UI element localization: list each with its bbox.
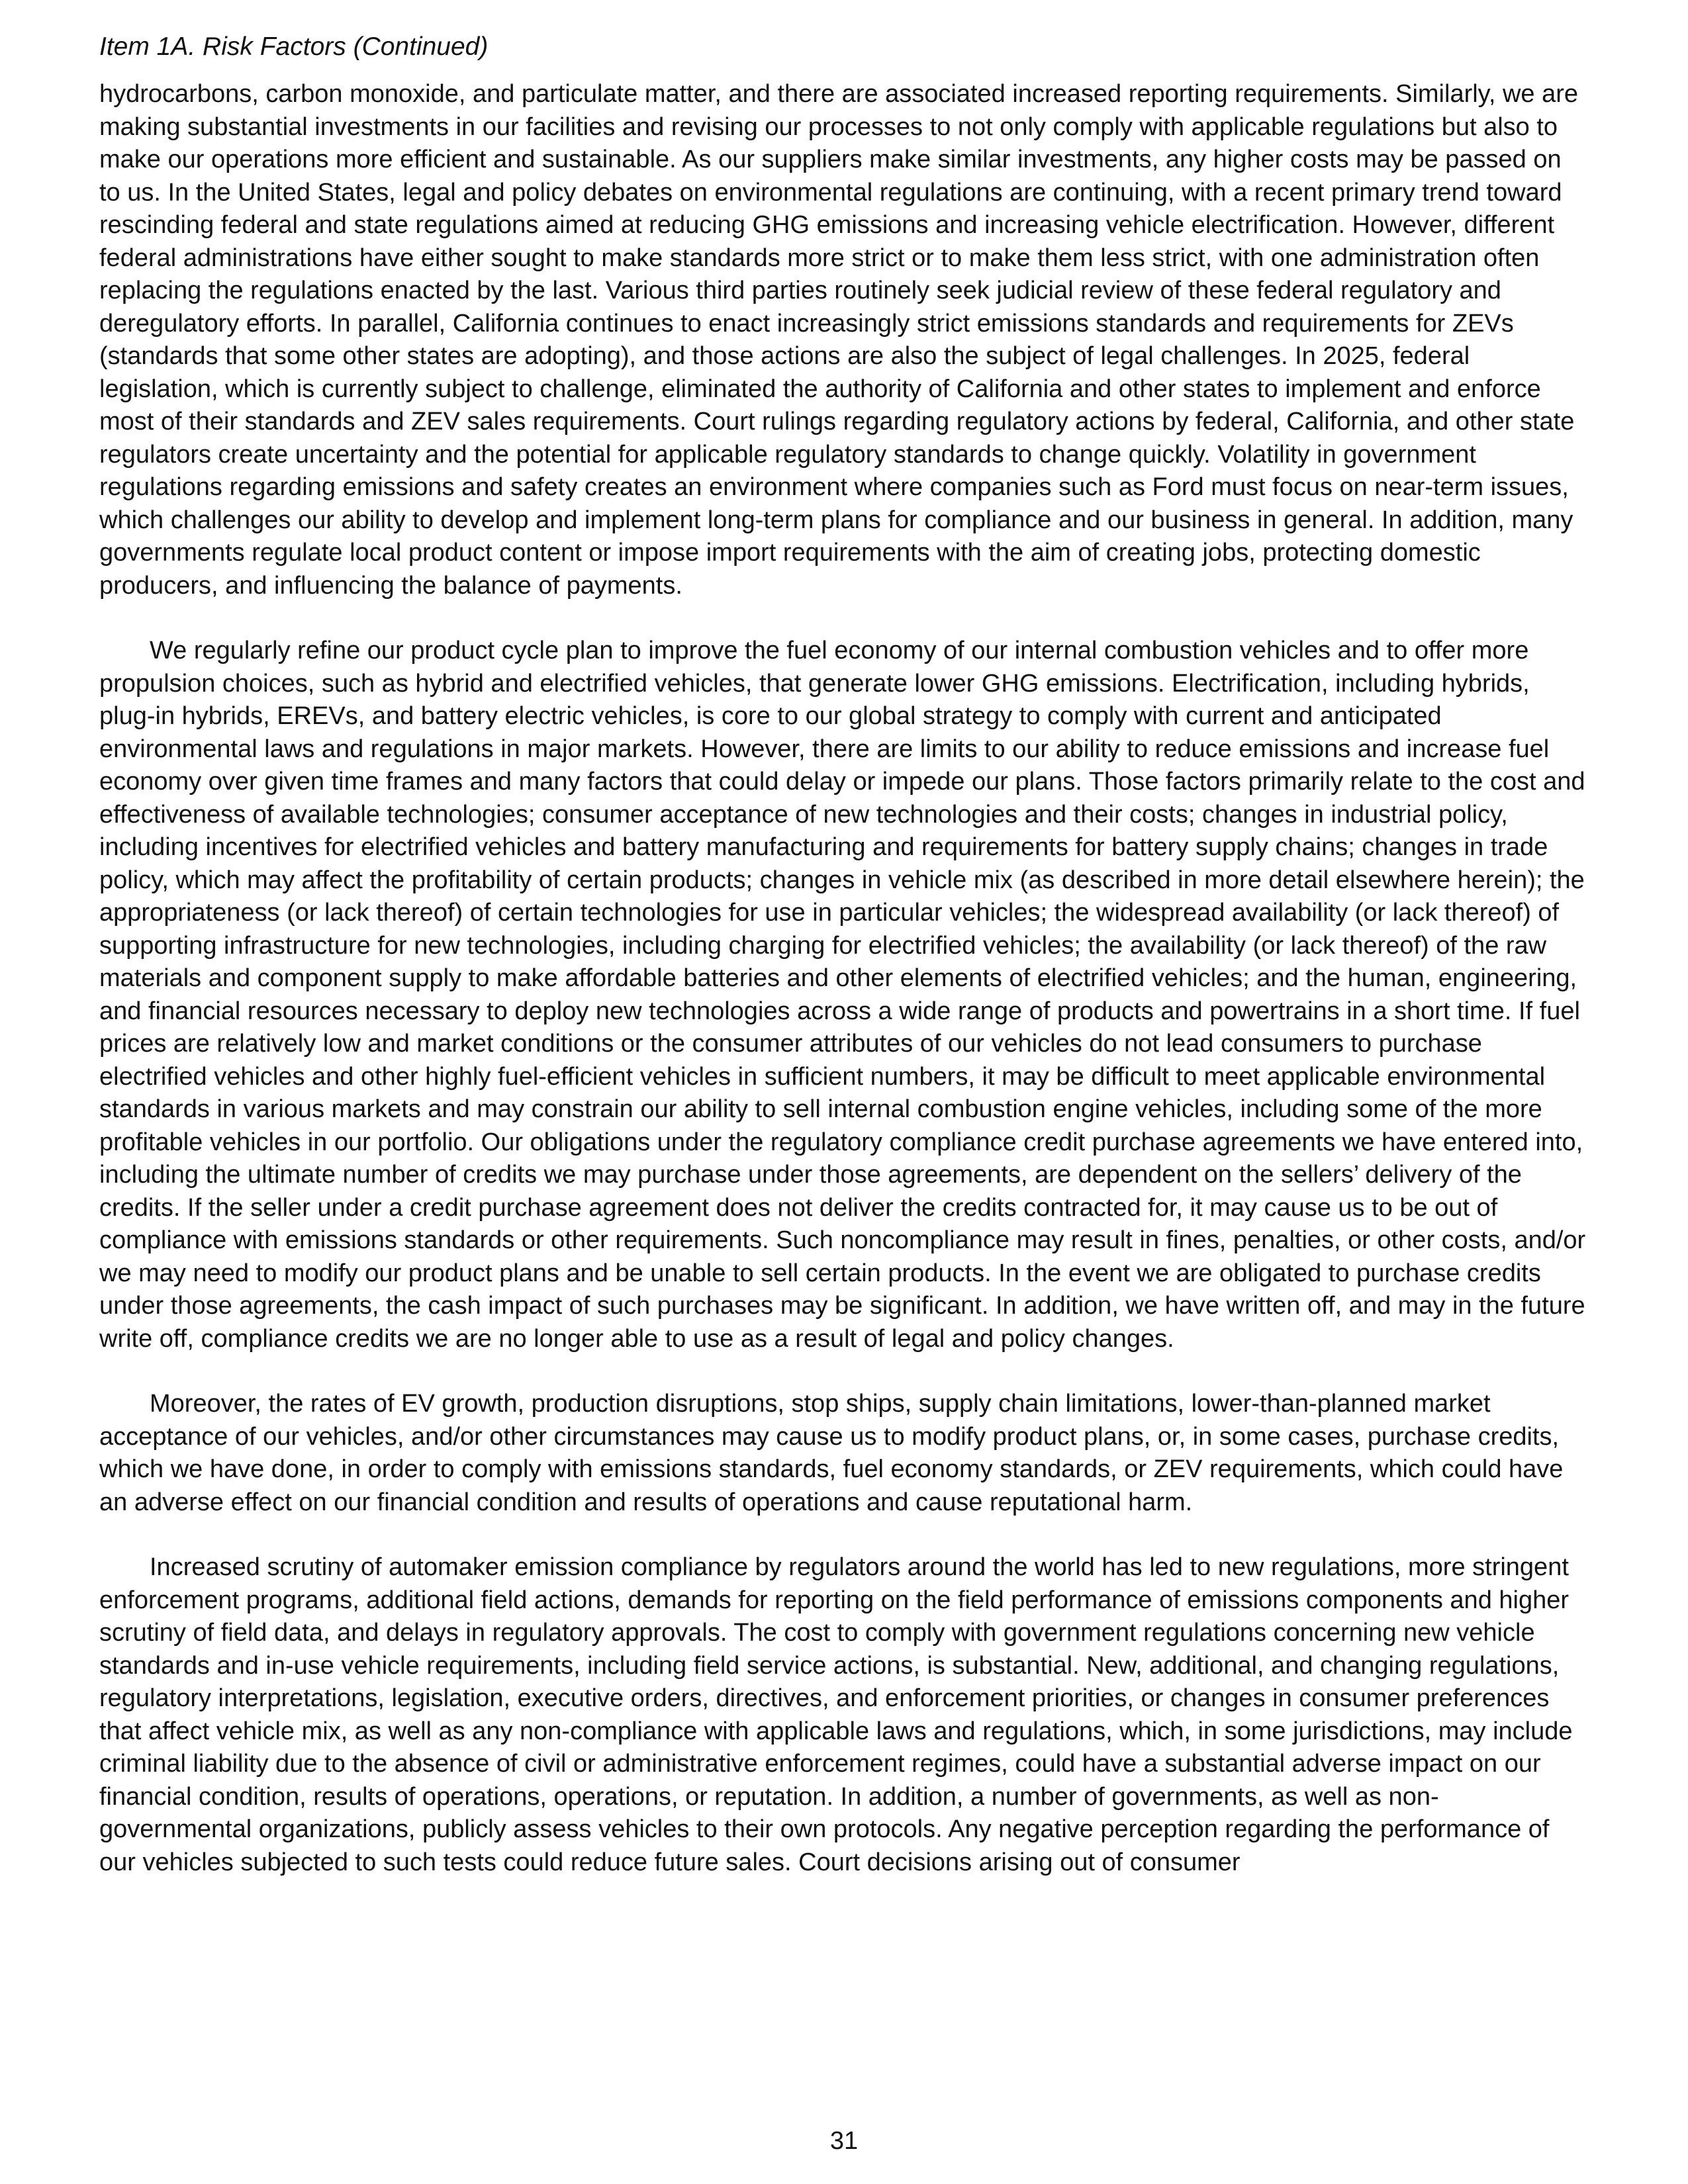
paragraph-emissions-regulations: hydrocarbons, carbon monoxide, and particulate matter, and there are associated increased reporting requirements. Similarly, we are making substantial investments in our facilities and revising our processes to not only comply with applicable regulations but also to make our operations more efficient and sustainable. As our suppliers make similar investments, any higher costs may be passed on to us. In the United States, legal and policy debates on environmental regulations are continuing, with a recent primary trend toward rescinding federal and state regulations aimed at reducing GHG emissions and increasing vehicle electrification. However, different federal administrations have either sought to make standards more strict or to make them less strict, with one administration often replacing the regulations enacted by the last. Various third parties routinely seek judicial review of these federal regulatory and deregulatory efforts. In parallel, California continues to enact increasingly strict emissions standards and requirements for ZEVs (standards that some other states are adopting), and those actions are also the subject of legal challenges. In 2025, federal legislation, which is currently subject to challenge, eliminated the authority of California and other states to implement and enforce most of their standards and ZEV sales requirements. Court rulings regarding regulatory actions by federal, California, and other state regulators create uncertainty and the potential for applicable regulatory standards to change quickly. Volatility in government regulations regarding emissions and safety creates an environment where companies such as Ford must focus on near-term issues, which challenges our ability to develop and implement long-term plans for compliance and our business in general. In addition, many governments regulate local product content or impose import requirements with the aim of creating jobs, protecting domestic producers, and influencing the balance of payments. (99, 80, 1579, 600)
paragraph-product-cycle-plan: We regularly refine our product cycle plan to improve the fuel economy of our internal combustion vehicles and to offer more propulsion choices, such as hybrid and electrified vehicles, that generate lower GHG emissions. Electrification, including hybrids, plug-in hybrids, EREVs, and battery electric vehicles, is core to our global strategy to comply with current and anticipated environmental laws and regulations in major markets. However, there are limits to our ability to reduce emissions and increase fuel economy over given time frames and many factors that could delay or impede our plans. Those factors primarily relate to the cost and effectiveness of available technologies; consumer acceptance of new technologies and their costs; changes in industrial policy, including incentives for electrified vehicles and battery manufacturing and requirements for battery supply chains; changes in trade policy, which may affect the profitability of certain products; changes in vehicle mix (as described in more detail elsewhere herein); the appropriateness (or lack thereof) of certain technologies for use in particular vehicles; the widespread availability (or lack thereof) of supporting infrastructure for new technologies, including charging for electrified vehicles; the availability (or lack thereof) of the raw materials and component supply to make affordable batteries and other elements of electrified vehicles; and the human, engineering, and financial resources necessary to deploy new technologies across a wide range of products and powertrains in a short time. If fuel prices are relatively low and market conditions or the consumer attributes of our vehicles do not lead consumers to purchase electrified vehicles and other highly fuel-efficient vehicles in sufficient numbers, it may be difficult to meet applicable environmental standards in various markets and may constrain our ability to sell internal combustion engine vehicles, including some of the more profitable vehicles in our portfolio. Our obligations under the regulatory compliance credit purchase agreements we have entered into, including the ultimate number of credits we may purchase under those agreements, are dependent on the sellers’ delivery of the credits. If the seller under a credit purchase agreement does not deliver the credits contracted for, it may cause us to be out of compliance with emissions standards or other requirements. Such noncompliance may result in fines, penalties, or other costs, and/or we may need to modify our product plans and be unable to sell certain products. In the event we are obligated to purchase credits under those agreements, the cash impact of such purchases may be significant. In addition, we have written off, and may in the future write off, compliance credits we are no longer able to use as a result of legal and policy changes. (99, 637, 1586, 1353)
paragraph-emission-compliance-scrutiny: Increased scrutiny of automaker emission compliance by regulators around the world has led to new regulations, more stringent enforcement programs, additional field actions, demands for reporting on the field performance of emissions components and higher scrutiny of field data, and delays in regulatory approvals. The cost to comply with government regulations concerning new vehicle standards and in-use vehicle requirements, including field service actions, is substantial. New, additional, and changing regulations, regulatory interpretations, legislation, executive orders, directives, and enforcement priorities, or changes in consumer preferences that affect vehicle mix, as well as any non-compliance with applicable laws and regulations, which, in some jurisdictions, may include criminal liability due to the absence of civil or administrative enforcement regimes, could have a substantial adverse impact on our financial condition, results of operations, operations, or reputation. In addition, a number of governments, as well as non-governmental organizations, publicly assess vehicles to their own protocols. Any negative perception regarding the performance of our vehicles subjected to such tests could reduce future sales. Court decisions arising out of consumer (99, 1553, 1573, 1876)
section-header: Item 1A. Risk Factors (Continued) (99, 32, 489, 61)
page-number: 31 (829, 2127, 859, 2155)
paragraph-ev-growth: Moreover, the rates of EV growth, production disruptions, stop ships, supply chain limitations, lower-than-planned market acceptance of our vehicles, and/or other circumstances may cause us to modify product plans, or, in some cases, purchase credits, which we have done, in order to comply with emissions standards, fuel economy standards, or ZEV requirements, which could have an adverse effect on our financial condition and results of operations and cause reputational harm. (99, 1390, 1564, 1516)
document-page (99, 30, 1589, 1911)
